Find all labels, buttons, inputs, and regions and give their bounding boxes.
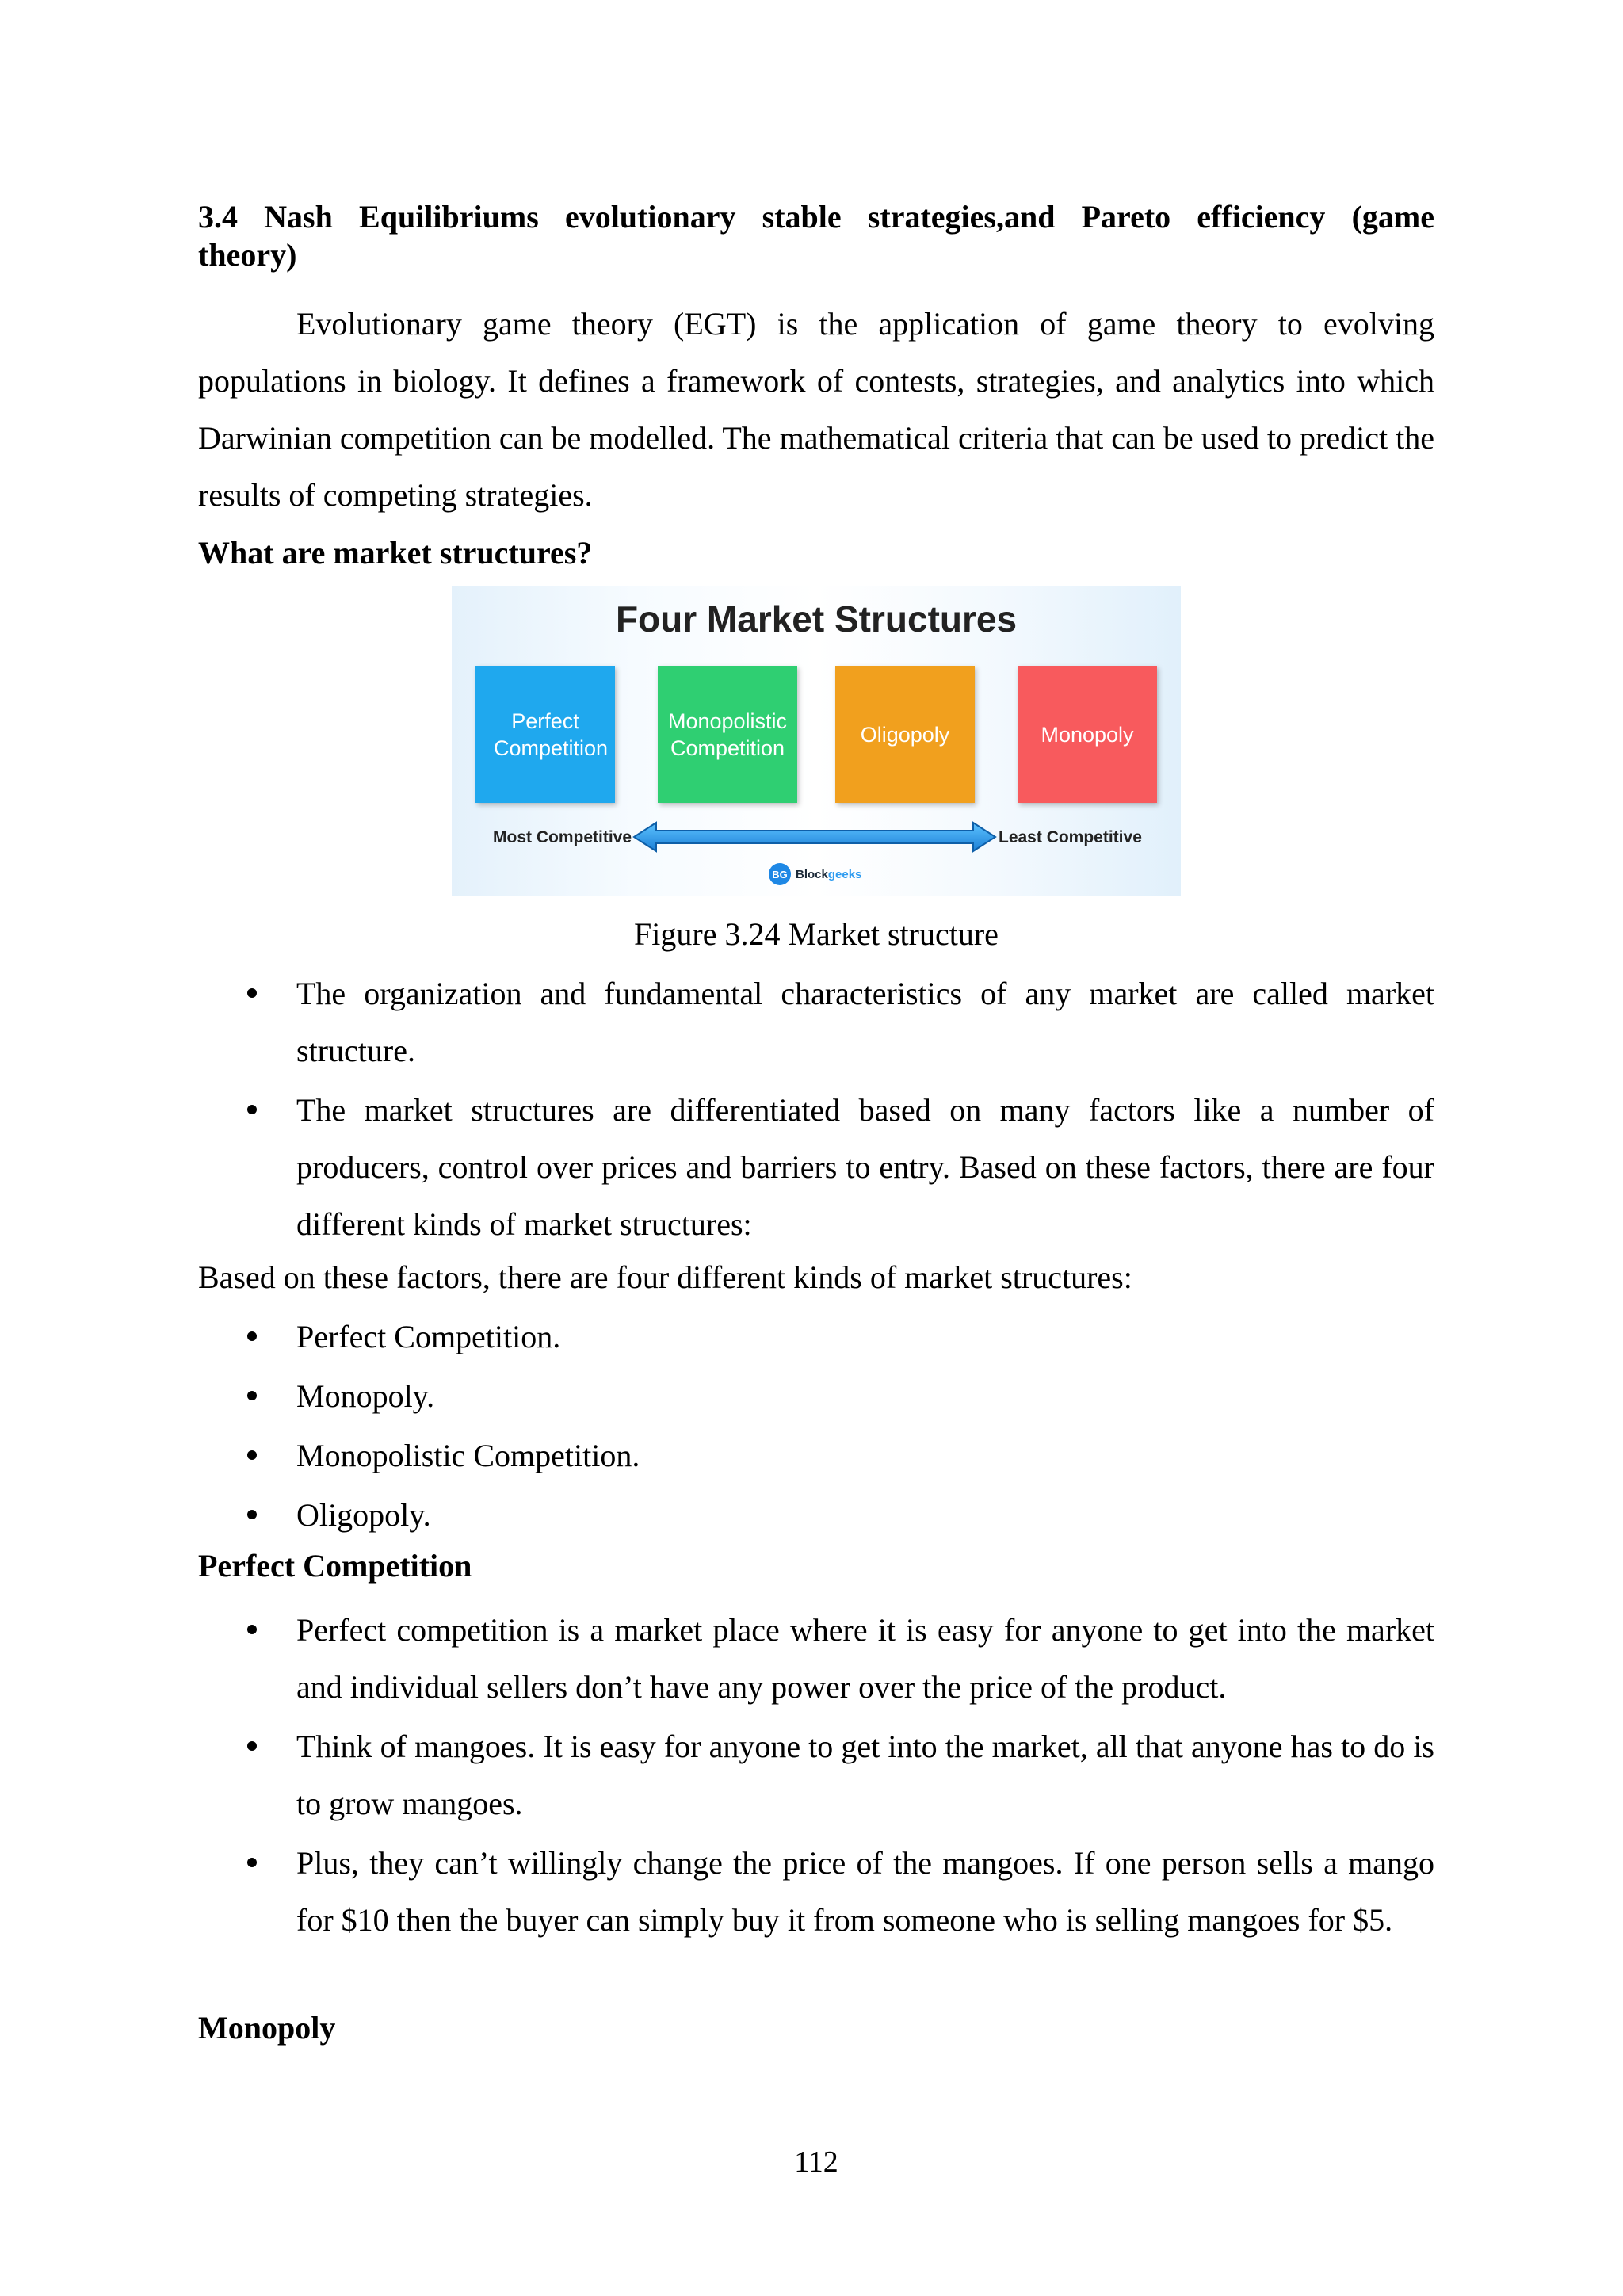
- bullet-icon: [247, 1105, 257, 1114]
- list-item: Monopolistic Competition.: [198, 1427, 1434, 1484]
- intro-paragraph-text: Evolutionary game theory (EGT) is the application of game theory to evolving populations in biology. It defines a framework of contests, strategies, and analytics into which Darwinian competition can be modelled. The mathematical criteria that can be used to predict the results of competing strategies.: [198, 306, 1434, 513]
- subheading-perfect-competition: Perfect Competition: [198, 1548, 472, 1584]
- bullet-icon: [247, 988, 257, 998]
- list-item: The market structures are differentiated based on many factors like a number of producers, control over prices and barriers to entry. Based on these factors, there are four different kinds of market structures:: [198, 1082, 1434, 1253]
- box-label: Perfect Competition: [494, 709, 609, 760]
- list-item: The organization and fundamental characteristics of any market are called market structure.: [198, 965, 1434, 1079]
- list-item: Perfect competition is a market place where it is easy for anyone to get into the market and individual sellers don’t have any power over the price of the product.: [198, 1602, 1434, 1716]
- kinds-intro: Based on these factors, there are four different kinds of market structures:: [198, 1259, 1132, 1295]
- most-competitive-label: Most Competitive: [493, 828, 632, 846]
- section-heading-line1: 3.4 Nash Equilibriums evolutionary stable strategies,and Pareto efficiency (game: [198, 199, 1434, 235]
- box-oligopoly: [835, 666, 975, 803]
- box-label: Oligopoly: [860, 722, 950, 747]
- box-label: Monopoly: [1041, 722, 1134, 747]
- competition-double-arrow: [632, 820, 997, 854]
- box-monopolistic-competition: [658, 666, 797, 803]
- subheading-market-structures: What are market structures?: [198, 535, 593, 571]
- box-label: Monopolistic Competition: [667, 709, 788, 760]
- subheading-monopoly: Monopoly: [198, 2010, 336, 2046]
- market-structures-figure: [452, 586, 1181, 896]
- page-number: 112: [794, 2145, 838, 2179]
- least-competitive-label: Least Competitive: [999, 828, 1142, 846]
- bullet-icon: [247, 1625, 257, 1634]
- section-heading-line2: theory): [198, 237, 297, 273]
- list-item: Oligopoly.: [198, 1487, 1434, 1544]
- bullet-icon: [247, 1450, 257, 1460]
- structure-bullet-list: [198, 965, 1434, 1255]
- list-item: Perfect Competition.: [198, 1308, 1434, 1366]
- bullet-icon: [247, 1510, 257, 1519]
- list-item: Monopoly.: [198, 1368, 1434, 1425]
- bullet-icon: [247, 1331, 257, 1341]
- bullet-icon: [247, 1858, 257, 1867]
- logo-text: Blockgeeks: [796, 867, 862, 881]
- list-item: Think of mangoes. It is easy for anyone to get into the market, all that anyone has to do is to grow mangoes.: [198, 1718, 1434, 1832]
- bullet-icon: [247, 1391, 257, 1400]
- intro-paragraph: [198, 296, 1434, 524]
- figure-caption: Figure 3.24 Market structure: [634, 916, 999, 952]
- bullet-icon: [247, 1741, 257, 1751]
- kinds-bullet-list: [198, 1308, 1434, 1546]
- list-item: Plus, they can’t willingly change the price of the mangoes. If one person sells a mango for $10 then the buyer can simply buy it from someone who is selling mangoes for $5.: [198, 1835, 1434, 1949]
- logo-mark: BG: [769, 863, 791, 885]
- perfect-competition-bullet-list: [198, 1602, 1434, 1951]
- box-perfect-competition: [475, 666, 615, 803]
- blockgeeks-logo: [769, 862, 861, 886]
- figure-title: Four Market Structures: [615, 598, 1018, 640]
- section-heading: [198, 198, 1434, 274]
- box-monopoly: [1018, 666, 1157, 803]
